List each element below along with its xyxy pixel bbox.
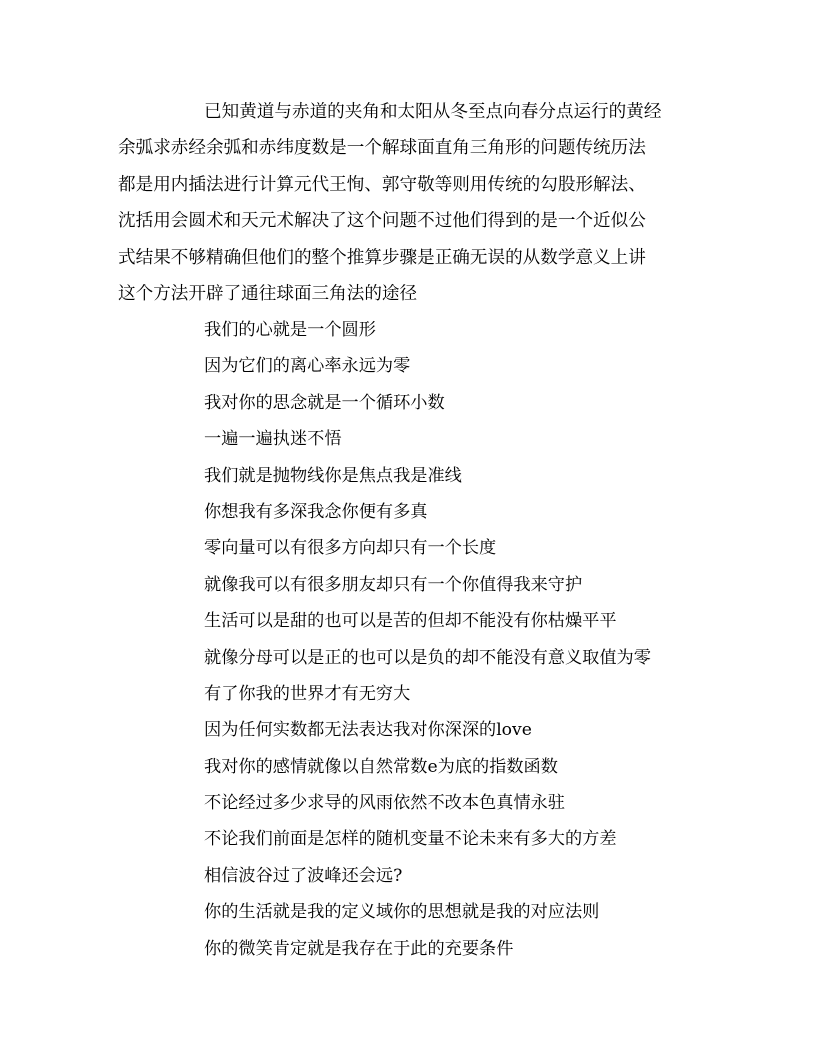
- poem-line: 有了你我的世界才有无穷大: [204, 683, 411, 704]
- poem-line: 一遍一遍执迷不悟: [204, 429, 342, 450]
- poem-line: 我对你的感情就像以自然常数e为底的指数函数: [204, 756, 558, 777]
- paragraph-line: 沈括用会圆术和天元术解决了这个问题不过他们得到的是一个近似公: [118, 211, 646, 232]
- paragraph-line: 都是用内插法进行计算元代王恂、郭守敬等则用传统的勾股形解法、: [118, 174, 646, 195]
- poem-line: 因为任何实数都无法表达我对你深深的love: [204, 720, 532, 741]
- poem-line: 相信波谷过了波峰还会远?: [204, 865, 403, 886]
- poem-line: 我们的心就是一个圆形: [204, 320, 376, 340]
- paragraph-line: 式结果不够精确但他们的整个推算步骤是正确无误的从数学意义上讲: [118, 247, 646, 268]
- poem-line: 就像我可以有很多朋友却只有一个你值得我来守护: [204, 574, 583, 595]
- poem-line: 不论经过多少求导的风雨依然不改本色真情永驻: [204, 793, 565, 814]
- poem-line: 你的微笑肯定就是我存在于此的充要条件: [204, 938, 514, 959]
- poem-line: 我们就是抛物线你是焦点我是准线: [204, 465, 462, 486]
- poem-line: 生活可以是甜的也可以是苦的但却不能没有你枯燥平平: [204, 611, 617, 632]
- paragraph-line: 已知黄道与赤道的夹角和太阳从冬至点向春分点运行的黄经: [204, 102, 662, 122]
- poem-block: [204, 312, 704, 967]
- paragraph-line: 这个方法开辟了通往球面三角法的途径: [118, 283, 418, 304]
- paragraph-line: 余弧求赤经余弧和赤纬度数是一个解球面直角三角形的问题传统历法: [118, 138, 646, 159]
- body-paragraph: [118, 94, 698, 312]
- poem-line: 零向量可以有很多方向却只有一个长度: [204, 538, 497, 559]
- poem-line: 因为它们的离心率永远为零: [204, 356, 411, 377]
- poem-line: 你想我有多深我念你便有多真: [204, 501, 428, 522]
- poem-line: 就像分母可以是正的也可以是负的却不能没有意义取值为零: [204, 647, 651, 668]
- poem-line: 我对你的思念就是一个循环小数: [204, 392, 445, 413]
- poem-line: 不论我们前面是怎样的随机变量不论未来有多大的方差: [204, 829, 617, 850]
- poem-line: 你的生活就是我的定义域你的思想就是我的对应法则: [204, 902, 600, 923]
